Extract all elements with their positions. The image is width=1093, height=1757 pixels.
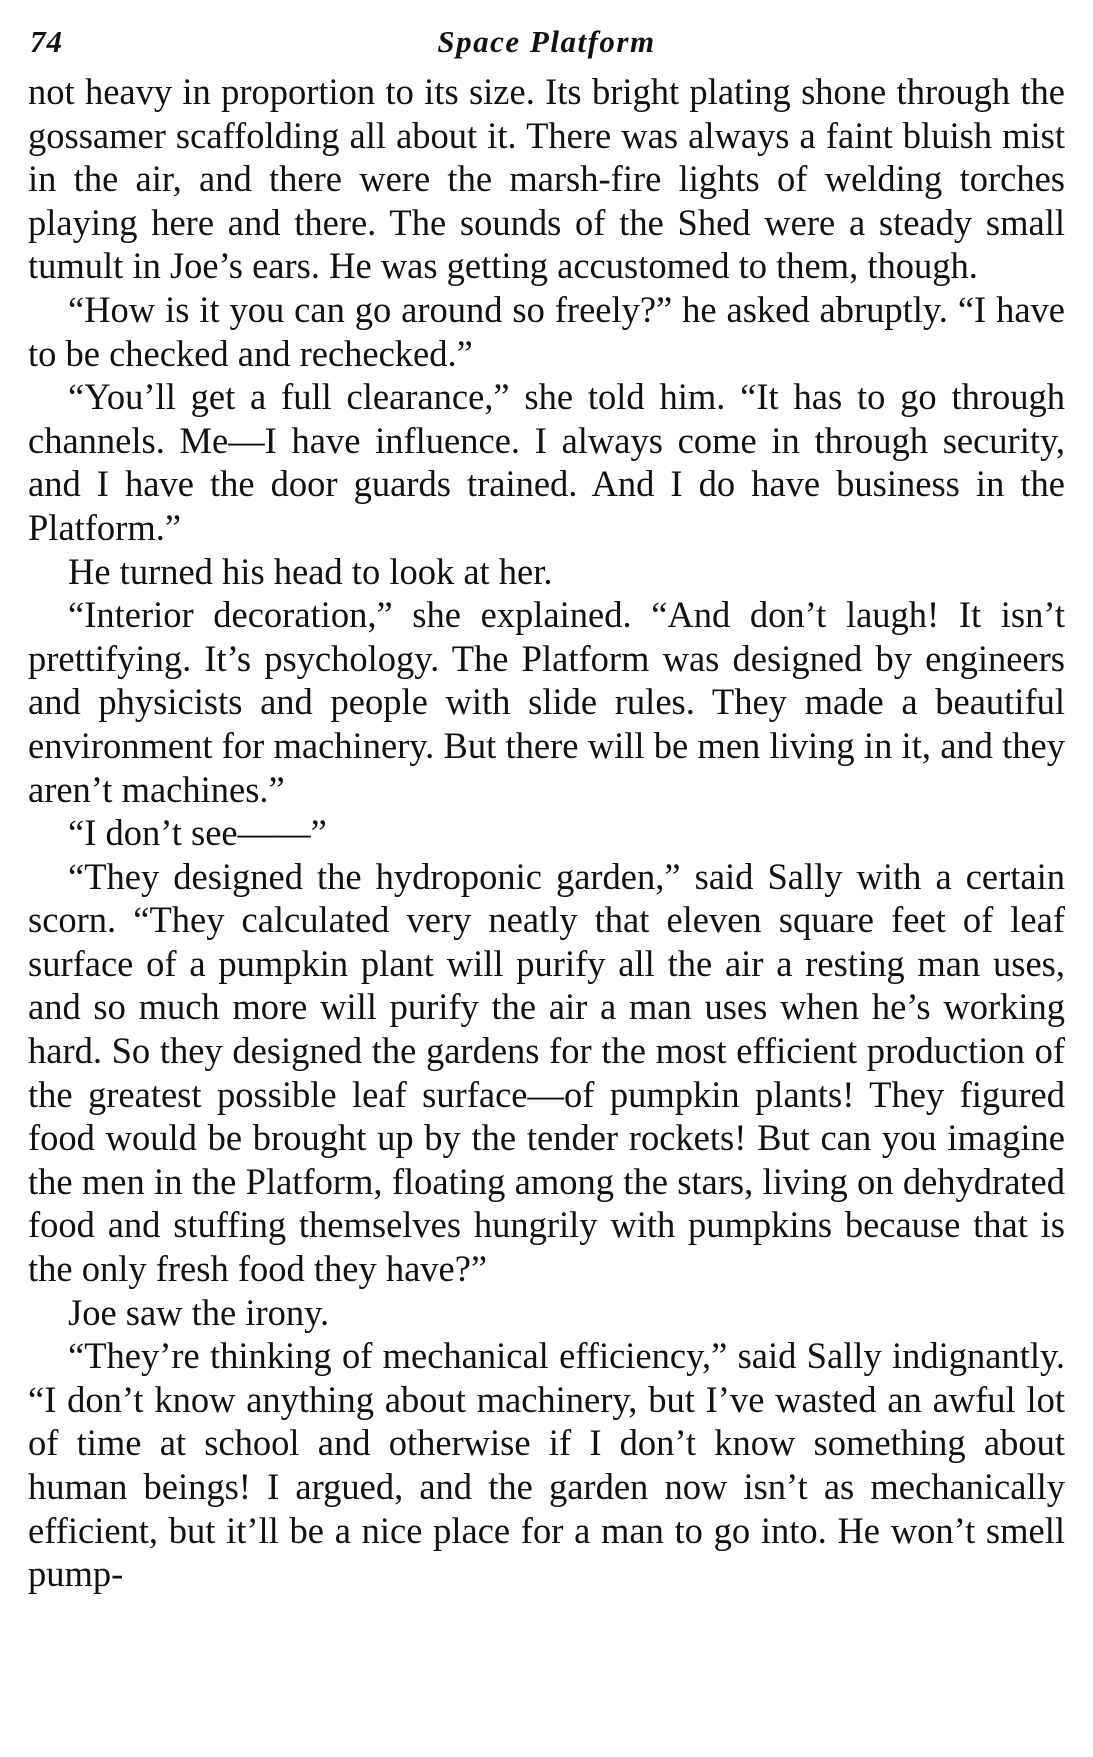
page-number: 74 xyxy=(30,24,63,59)
paragraph: “They designed the hydroponic garden,” said Sally with a certain scorn. “They calculated very neatly that eleven square feet of leaf surface of a pumpkin plant will purify all the air a resting man uses, and so much more will purify the air a man uses when he’s working hard. So they designed the gardens for the most efficient production of the greatest possible leaf surface—of pumpkin plants! They figured food would be brought up by the tender rockets! But can you imagine the men in the Platform, floating among the stars, living on dehydrated food and stuffing themselves hungrily with pumpkins because that is the only fresh food they have?” xyxy=(28,855,1065,1290)
paragraph: “How is it you can go around so freely?” he asked abruptly. “I have to be checked and rechecked.” xyxy=(28,288,1065,374)
paragraph: He turned his head to look at her. xyxy=(68,550,553,592)
paragraph: “Interior decoration,” she explained. “And don’t laugh! It isn’t prettifying. It’s psychology. The Platform was designed by engineers and physicists and people with slide rules. They made a beautiful environment for machinery. But there will be men living in it, and they aren’t machines.” xyxy=(28,594,1065,810)
paragraph: Joe saw the irony. xyxy=(68,1291,330,1333)
body-text xyxy=(28,70,1065,1596)
paragraph: “They’re thinking of mechanical efficiency,” said Sally indignantly. “I don’t know anything about machinery, but I’ve wasted an awful lot of time at school and otherwise if I don’t know something about human beings! I argued, and the garden now isn’t as mechanically efficient, but it’ll be a nice place for a man to go into. He won’t smell pump- xyxy=(28,1335,1065,1595)
paragraph: “You’ll get a full clearance,” she told him. “It has to go through channels. Me—I have influence. I always come in through security, and I have the door guards trained. And I do have business in the Platform.” xyxy=(28,376,1065,548)
paragraph-continued: not heavy in proportion to its size. Its bright plating shone through the gossamer scaffolding all about it. There was always a faint bluish mist in the air, and there were the marsh-fire lights of welding torches playing here and there. The sounds of the Shed were a steady small tumult in Joe’s ears. He was getting accustomed to them, though. xyxy=(28,71,1065,287)
book-page xyxy=(28,18,1065,1596)
running-title: Space Platform xyxy=(437,24,656,59)
running-head xyxy=(28,18,1065,70)
paragraph: “I don’t see——” xyxy=(68,812,327,854)
